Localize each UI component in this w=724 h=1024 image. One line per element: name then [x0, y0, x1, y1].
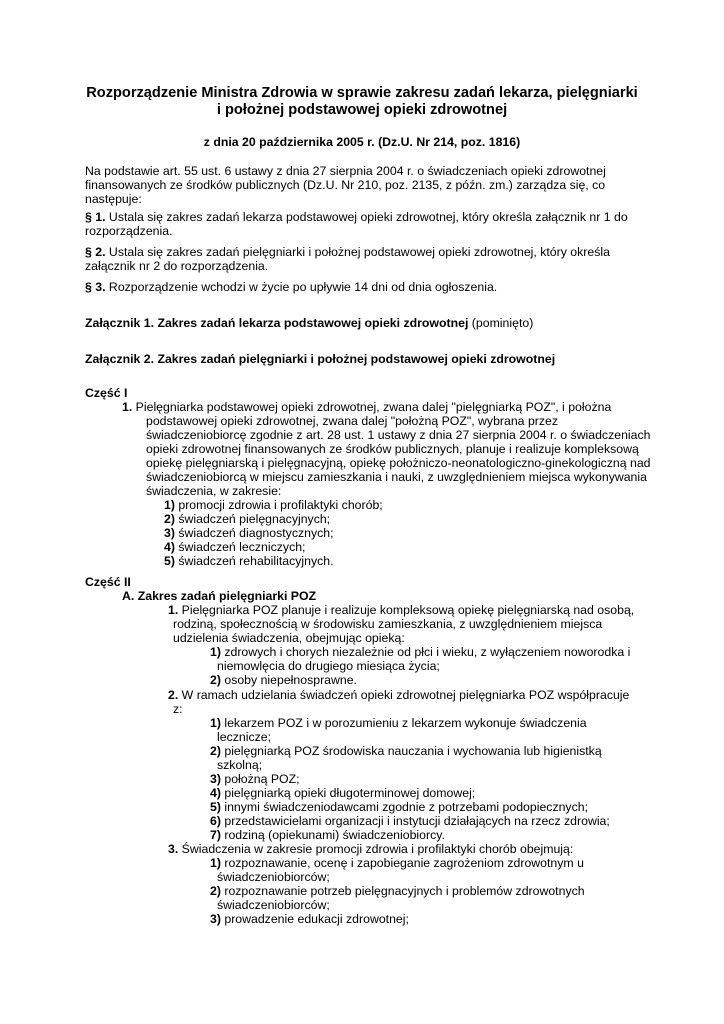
list-item-continuation: szkolną; — [217, 758, 263, 772]
section-2-text: z: — [173, 702, 183, 716]
list-item: 3) prowadzenie edukacji zdrowotnej; — [210, 912, 409, 926]
section-1-text: udzielenia świadczenia, obejmując opieką: — [173, 631, 405, 645]
part-1-text: 1. Pielęgniarka podstawowej opieki zdrowotnej, zwana dalej "pielęgniarką POZ", i położna — [122, 400, 612, 414]
item-number: 1. — [168, 603, 179, 617]
intro-line: następuje: — [85, 192, 142, 206]
paragraph-2 — [85, 245, 610, 260]
part-2-heading: Część II — [85, 575, 131, 589]
paragraph-text: Rozporządzenie wchodzi w życie po upływie 14 dni od dnia ogłoszenia. — [105, 280, 498, 294]
list-item: 1) lekarzem POZ i w porozumieniu z lekarzem wykonuje świadczenia — [210, 716, 587, 730]
list-item: 1) rozpoznawanie, ocenę i zapobieganie zagrożeniom zdrowotnym u — [210, 856, 584, 870]
document-title-line-1: Rozporządzenie Ministra Zdrowia w sprawie zakresu zadań lekarza, pielęgniarki — [86, 85, 638, 101]
part-2-subheading: A. Zakres zadań pielęgniarki POZ — [122, 589, 317, 603]
intro-line: Na podstawie art. 55 ust. 6 ustawy z dnia 27 sierpnia 2004 r. o świadczeniach opieki zdrowotnej — [85, 164, 606, 178]
list-item: 4) świadczeń leczniczych; — [164, 540, 306, 554]
paragraph-1 — [85, 210, 628, 225]
list-item-continuation: świadczeniobiorców; — [217, 898, 330, 912]
paragraph-number: § 1. — [85, 210, 106, 224]
list-item: 3) świadczeń diagnostycznych; — [164, 526, 334, 540]
document-date: z dnia 20 października 2005 r. (Dz.U. Nr 214, poz. 1816) — [203, 135, 521, 149]
document-title-line-2: i położnej podstawowej opieki zdrowotnej — [216, 102, 508, 118]
part-1-text: świadczeniobiorcą w miejscu zamieszkania i nauki, z uwzględnieniem miejsca wykonywania — [146, 470, 647, 484]
part-1-text: świadczenia, w zakresie: — [146, 484, 282, 498]
list-item: 4) pielęgniarką opieki długoterminowej domowej; — [210, 786, 476, 800]
list-item: 2) świadczeń pielęgnacyjnych; — [164, 512, 331, 526]
paragraph-text: rozporządzenia. — [85, 224, 173, 238]
list-item-continuation: świadczeniobiorców; — [217, 870, 330, 884]
item-number: 1. — [122, 400, 133, 414]
list-item: 2) pielęgniarką POZ środowiska nauczania i wychowania lub higienistką — [210, 744, 602, 758]
list-item-continuation: niemowlęcia do drugiego miesiąca życia; — [217, 659, 440, 673]
paragraph-3 — [85, 280, 497, 295]
paragraph-text: załącznik nr 2 do rozporządzenia. — [85, 259, 269, 273]
part-1-text: opieki zdrowotnej finansowanych ze środków publicznych, planuje i realizuje kompleksową — [146, 442, 639, 456]
list-item: 5) świadczeń rehabilitacyjnych. — [164, 554, 334, 568]
paragraph-number: § 3. — [85, 280, 106, 294]
intro-line: finansowanych ze środków publicznych (Dz.U. Nr 210, poz. 2135, z późn. zm.) zarządza się, co — [85, 178, 606, 192]
list-item: 2) osoby niepełnosprawne. — [210, 673, 357, 687]
item-number: 2. — [168, 688, 179, 702]
list-item: 2) rozpoznawanie potrzeb pielęgnacyjnych i problemów zdrowotnych — [210, 884, 585, 898]
section-1-text: 1. Pielęgniarka POZ planuje i realizuje kompleksową opiekę pielęgniarską nad osobą, — [168, 603, 635, 617]
paragraph-text: Ustala się zakres zadań pielęgniarki i położnej podstawowej opieki zdrowotnej, który określa — [105, 245, 610, 259]
section-1-text: rodziną, społecznością w środowisku zamieszkania, z uwzględnieniem miejsca — [173, 617, 603, 631]
part-1-heading: Część I — [85, 386, 128, 400]
part-1-text: podstawowej opieki zdrowotnej, zwana dalej "położną POZ", wybrana przez — [146, 414, 559, 428]
item-number: 3. — [168, 842, 179, 856]
list-item: 7) rodziną (opiekunami) świadczeniobiorcy. — [210, 828, 445, 842]
list-item: 5) innymi świadczeniodawcami zgodnie z potrzebami podopiecznych; — [210, 800, 588, 814]
list-item: 3) położną POZ; — [210, 772, 300, 786]
annex-1-heading: Załącznik 1. Zakres zadań lekarza podstawowej opieki zdrowotnej (pominięto) — [85, 316, 534, 330]
list-item: 1) zdrowych i chorych niezależnie od płci i wieku, z wyłączeniem noworodka i — [210, 645, 631, 659]
section-3-text: 3. Świadczenia w zakresie promocji zdrowia i profilaktyki chorób obejmują: — [168, 842, 574, 856]
part-1-text: opiekę pielęgniarską i pielęgnacyjną, opiekę położniczo-neonatologiczno-ginekologiczną nad — [146, 456, 651, 470]
paragraph-text: Ustala się zakres zadań lekarza podstawowej opieki zdrowotnej, który określa załącznik nr 1 do — [105, 210, 628, 224]
list-item: 6) przedstawicielami organizacji i instytucji działających na rzecz zdrowia; — [210, 814, 610, 828]
list-item-continuation: lecznicze; — [217, 730, 271, 744]
paragraph-number: § 2. — [85, 245, 106, 259]
annex-2-heading: Załącznik 2. Zakres zadań pielęgniarki i położnej podstawowej opieki zdrowotnej — [85, 352, 556, 366]
list-item: 1) promocji zdrowia i profilaktyki chorób; — [164, 498, 383, 512]
part-1-text: świadczeniobiorcę zgodnie z art. 28 ust. 1 ustawy z dnia 27 sierpnia 2004 r. o świadczeniach — [146, 428, 651, 442]
section-2-text: 2. W ramach udzielania świadczeń opieki zdrowotnej pielęgniarka POZ współpracuje — [168, 688, 630, 702]
